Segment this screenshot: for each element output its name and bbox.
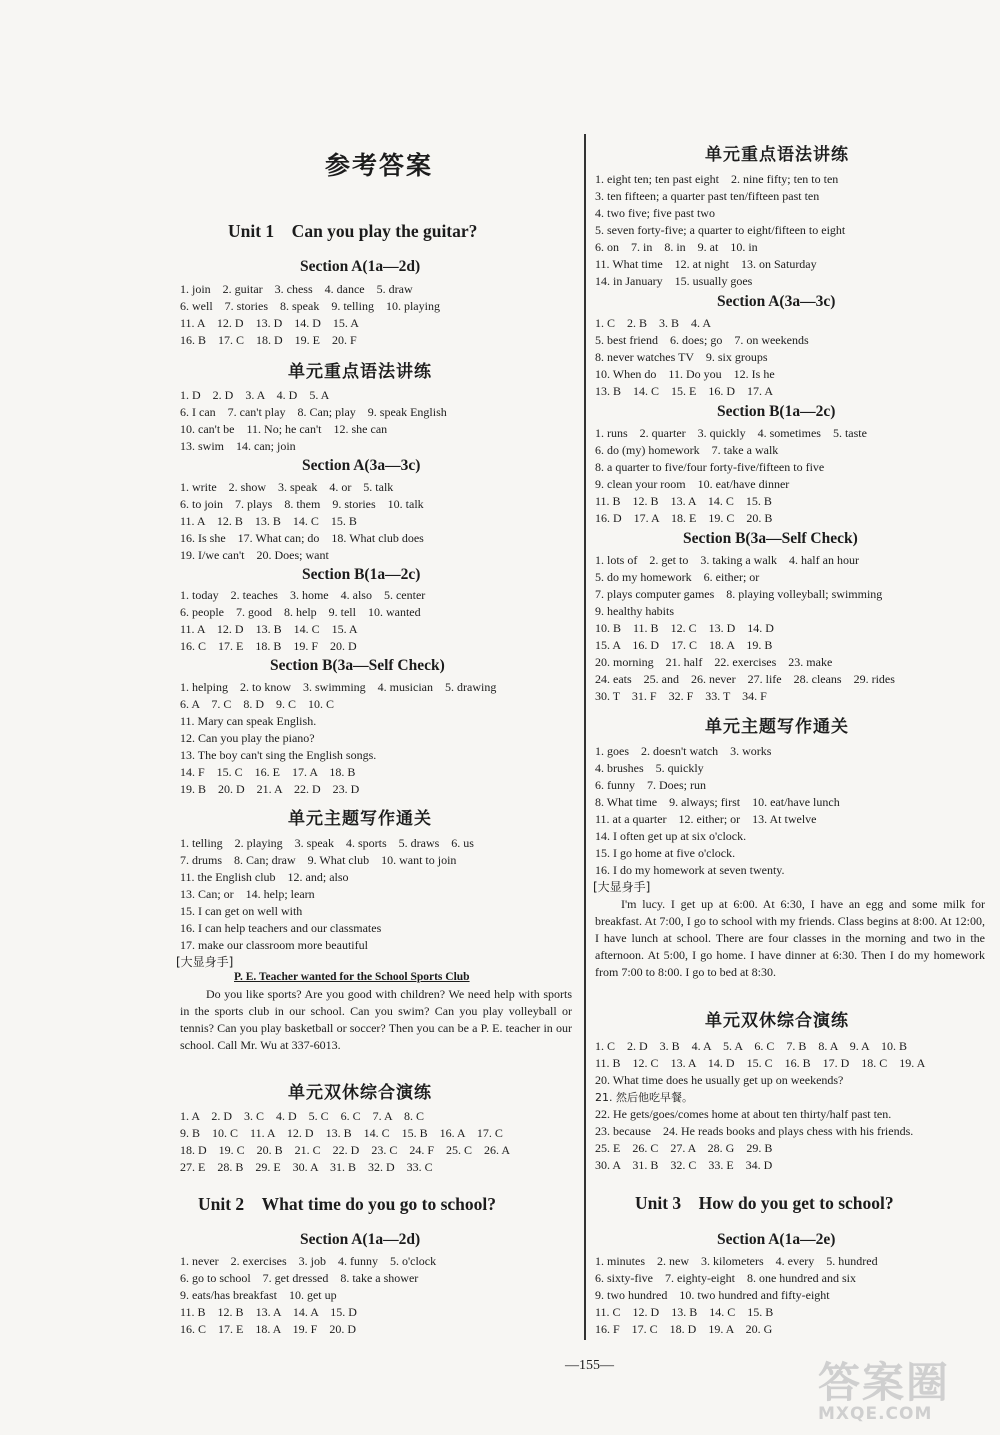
- unit1-title: Unit 1 Can you play the guitar?: [228, 221, 478, 241]
- answer-line: 10. When do 11. Do you 12. Is he: [595, 367, 775, 381]
- watermark-logo-icon: 答案圈: [818, 1358, 951, 1407]
- answer-line: 11. What time 12. at night 13. on Saturday: [595, 257, 817, 271]
- answer-line: 1. D 2. D 3. A 4. D 5. A: [180, 388, 330, 402]
- answer-line: 6. people 7. good 8. help 9. tell 10. wanted: [180, 605, 421, 619]
- answer-line: 6. sixty-five 7. eighty-eight 8. one hundred and six: [595, 1271, 856, 1285]
- section-heading: Section A(3a—3c): [717, 293, 836, 310]
- answer-line: 15. A 16. D 17. C 18. A 19. B: [595, 638, 773, 652]
- answer-line: 8. a quarter to five/four forty-five/fifteen to five: [595, 460, 825, 474]
- answer-line: 16. F 17. C 18. D 19. A 20. G: [595, 1322, 773, 1336]
- answer-line: 13. B 14. C 15. E 16. D 17. A: [595, 384, 774, 398]
- section-heading: 单元重点语法讲练: [288, 362, 432, 382]
- answer-line: 22. He gets/goes/comes home at about ten thirty/half past ten.: [595, 1107, 892, 1121]
- watermark-text: MXQE.COM: [818, 1404, 933, 1424]
- answer-line: 10. can't be 11. No; he can't 12. she can: [180, 422, 388, 436]
- answer-line: 6. A 7. C 8. D 9. C 10. C: [180, 697, 335, 711]
- answer-line: 18. D 19. C 20. B 21. C 22. D 23. C 24. F 25. C 26. A: [180, 1143, 511, 1157]
- answer-line: 1. helping 2. to know 3. swimming 4. musician 5. drawing: [180, 680, 497, 694]
- answer-line: 1. join 2. guitar 3. chess 4. dance 5. draw: [180, 282, 413, 296]
- answer-line: 16. I do my homework at seven twenty.: [595, 863, 785, 877]
- answer-line: 24. eats 25. and 26. never 27. life 28. cleans 29. rides: [595, 672, 895, 686]
- answer-line: 19. I/we can't 20. Does; want: [180, 548, 329, 562]
- answer-line: 3. ten fifteen; a quarter past ten/fifteen past ten: [595, 189, 820, 203]
- essay: [595, 896, 985, 981]
- answer-line: 14. in January 15. usually goes: [595, 274, 753, 288]
- answer-line: 15. I go home at five o'clock.: [595, 846, 736, 860]
- answer-line: 11. A 12. B 13. B 14. C 15. B: [180, 514, 357, 528]
- answer-line: 20. What time does he usually get up on weekends?: [595, 1073, 844, 1087]
- ad-title: P. E. Teacher wanted for the School Sports Club: [234, 971, 470, 983]
- section-heading: Section A(3a—3c): [302, 457, 421, 474]
- answer-line: 1. goes 2. doesn't watch 3. works: [595, 744, 772, 758]
- section-heading: Section B(3a—Self Check): [270, 657, 445, 674]
- answer-line: 9. clean your room 10. eat/have dinner: [595, 477, 790, 491]
- answer-line: 5. do my homework 6. either; or: [595, 570, 760, 584]
- answer-line: 11. B 12. B 13. A 14. A 15. D: [180, 1305, 357, 1319]
- answer-line: 11. Mary can speak English.: [180, 714, 317, 728]
- answer-line: [大显身手]: [176, 955, 234, 969]
- answer-line: 6. funny 7. Does; run: [595, 778, 706, 792]
- section-heading: Section A(1a—2d): [300, 258, 421, 275]
- answer-line: 6. go to school 7. get dressed 8. take a shower: [180, 1271, 419, 1285]
- answer-line: 13. The boy can't sing the English songs.: [180, 748, 377, 762]
- answer-line: 11. A 12. D 13. D 14. D 15. A: [180, 316, 359, 330]
- answer-line: 1. runs 2. quarter 3. quickly 4. sometimes 5. taste: [595, 426, 867, 440]
- answer-line: 1. never 2. exercises 3. job 4. funny 5. o'clock: [180, 1254, 437, 1268]
- answer-line: 6. to join 7. plays 8. them 9. stories 10. talk: [180, 497, 424, 511]
- answer-line: 8. never watches TV 9. six groups: [595, 350, 768, 364]
- answer-line: 4. two five; five past two: [595, 206, 715, 220]
- answer-line: 8. What time 9. always; first 10. eat/have lunch: [595, 795, 840, 809]
- ad-paragraph: Do you like sports? Are you good with children? We need help with sports in the sports club in our school. Can you swim? Can you play volleyball or tennis? Can you play basketball or soccer? Then you can be a P. E. teacher in our school. Call Mr. Wu at 337-6013.: [180, 987, 572, 1052]
- answer-line: 27. E 28. B 29. E 30. A 31. B 32. D 33. C: [180, 1160, 433, 1174]
- answer-line: 1. A 2. D 3. C 4. D 5. C 6. C 7. A 8. C: [180, 1109, 425, 1123]
- answer-line: 9. B 10. C 11. A 12. D 13. B 14. C 15. B 16. A 17. C: [180, 1126, 503, 1140]
- answer-line: 7. plays computer games 8. playing volleyball; swimming: [595, 587, 883, 601]
- section-heading: Section B(3a—Self Check): [683, 530, 858, 547]
- answer-line: 11. A 12. D 13. B 14. C 15. A: [180, 622, 358, 636]
- answer-line: 30. A 31. B 32. C 33. E 34. D: [595, 1158, 773, 1172]
- answer-line: 12. Can you play the piano?: [180, 731, 315, 745]
- answer-line: 6. on 7. in 8. in 9. at 10. in: [595, 240, 758, 254]
- answer-line: 14. F 15. C 16. E 17. A 18. B: [180, 765, 356, 779]
- section-heading: 单元主题写作通关: [705, 717, 849, 737]
- answer-line: 16. C 17. E 18. B 19. F 20. D: [180, 639, 357, 653]
- answer-line: 16. B 17. C 18. D 19. E 20. F: [180, 333, 357, 347]
- section-heading: Section B(1a—2c): [717, 403, 836, 420]
- answer-line: 1. minutes 2. new 3. kilometers 4. every 5. hundred: [595, 1254, 878, 1268]
- answer-line: 1. lots of 2. get to 3. taking a walk 4. half an hour: [595, 553, 859, 567]
- ad-text: [180, 986, 572, 1054]
- answer-line: 10. B 11. B 12. C 13. D 14. D: [595, 621, 774, 635]
- answer-line: 9. healthy habits: [595, 604, 674, 618]
- column-divider: [584, 134, 586, 1340]
- answer-line: 1. today 2. teaches 3. home 4. also 5. center: [180, 588, 426, 602]
- answer-line: 13. Can; or 14. help; learn: [180, 887, 315, 901]
- watermark: [818, 1358, 990, 1432]
- answer-line: 11. the English club 12. and; also: [180, 870, 349, 884]
- answer-line: 14. I often get up at six o'clock.: [595, 829, 747, 843]
- answer-line: 1. write 2. show 3. speak 4. or 5. talk: [180, 480, 394, 494]
- answer-line: 6. do (my) homework 7. take a walk: [595, 443, 779, 457]
- answer-line: 9. two hundred 10. two hundred and fifty-eight: [595, 1288, 830, 1302]
- answer-line: 5. best friend 6. does; go 7. on weekends: [595, 333, 809, 347]
- answer-line: 11. at a quarter 12. either; or 13. At twelve: [595, 812, 817, 826]
- answer-line: 1. eight ten; ten past eight 2. nine fifty; ten to ten: [595, 172, 839, 186]
- answer-line: 9. eats/has breakfast 10. get up: [180, 1288, 337, 1302]
- answer-line: 11. B 12. B 13. A 14. C 15. B: [595, 494, 772, 508]
- answer-line: 16. Is she 17. What can; do 18. What club does: [180, 531, 424, 545]
- answer-line: 4. brushes 5. quickly: [595, 761, 704, 775]
- section-heading: 单元双休综合演练: [288, 1083, 432, 1103]
- answer-line: 11. C 12. D 13. B 14. C 15. B: [595, 1305, 774, 1319]
- answer-line: 7. drums 8. Can; draw 9. What club 10. want to join: [180, 853, 457, 867]
- answer-line: 16. I can help teachers and our classmates: [180, 921, 382, 935]
- answer-line: 23. because 24. He reads books and plays chess with his friends.: [595, 1124, 914, 1138]
- answer-line: 11. B 12. C 13. A 14. D 15. C 16. B 17. D 18. C 19. A: [595, 1056, 926, 1070]
- answer-line: 19. B 20. D 21. A 22. D 23. D: [180, 782, 360, 796]
- answer-line: 25. E 26. C 27. A 28. G 29. B: [595, 1141, 773, 1155]
- answer-line: 6. I can 7. can't play 8. Can; play 9. speak English: [180, 405, 447, 419]
- page-title: 参考答案: [325, 151, 434, 180]
- answer-line: 5. seven forty-five; a quarter to eight/fifteen to eight: [595, 223, 846, 237]
- unit2-title: Unit 2 What time do you go to school?: [198, 1194, 496, 1214]
- answer-line: 20. morning 21. half 22. exercises 23. make: [595, 655, 833, 669]
- section-heading: 单元双休综合演练: [705, 1011, 849, 1031]
- answer-line: 17. make our classroom more beautiful: [180, 938, 368, 952]
- answer-line: 16. D 17. A 18. E 19. C 20. B: [595, 511, 773, 525]
- section-heading: Section A(1a—2e): [717, 1231, 836, 1248]
- answer-line: 15. I can get on well with: [180, 904, 303, 918]
- answer-line: 21. 然后他吃早餐。: [595, 1091, 693, 1104]
- section-heading: Section A(1a—2d): [300, 1231, 421, 1248]
- answer-line: 1. C 2. D 3. B 4. A 5. A 6. C 7. B 8. A 9. A 10. B: [595, 1039, 908, 1053]
- answer-line: 13. swim 14. can; join: [180, 439, 296, 453]
- answer-line: 16. C 17. E 18. A 19. F 20. D: [180, 1322, 357, 1336]
- essay-paragraph: I'm lucy. I get up at 6:00. At 6:30, I have an egg and some milk for breakfast. At 7:00, I go to school with my friends. Class begins at 8:00. At 12:00, I have lunch at school. There are four classes in the morning and two in the afternoon. At 5:00, I go home. I have dinner at 6:30. Then I do my homework from 7:00 to 8:00. I go to bed at 8:30.: [595, 897, 985, 979]
- section-heading: Section B(1a—2c): [302, 566, 421, 583]
- answer-line: 30. T 31. F 32. F 33. T 34. F: [595, 689, 767, 703]
- answer-line: 1. C 2. B 3. B 4. A: [595, 316, 712, 330]
- section-heading: 单元主题写作通关: [288, 809, 432, 829]
- page-number: —155—: [565, 1358, 614, 1373]
- answer-line: 6. well 7. stories 8. speak 9. telling 10. playing: [180, 299, 440, 313]
- answer-line: 1. telling 2. playing 3. speak 4. sports 5. draws 6. us: [180, 836, 474, 850]
- unit3-title: Unit 3 How do you get to school?: [635, 1193, 894, 1213]
- section-heading: 单元重点语法讲练: [705, 145, 849, 165]
- answer-line: [大显身手]: [593, 880, 651, 894]
